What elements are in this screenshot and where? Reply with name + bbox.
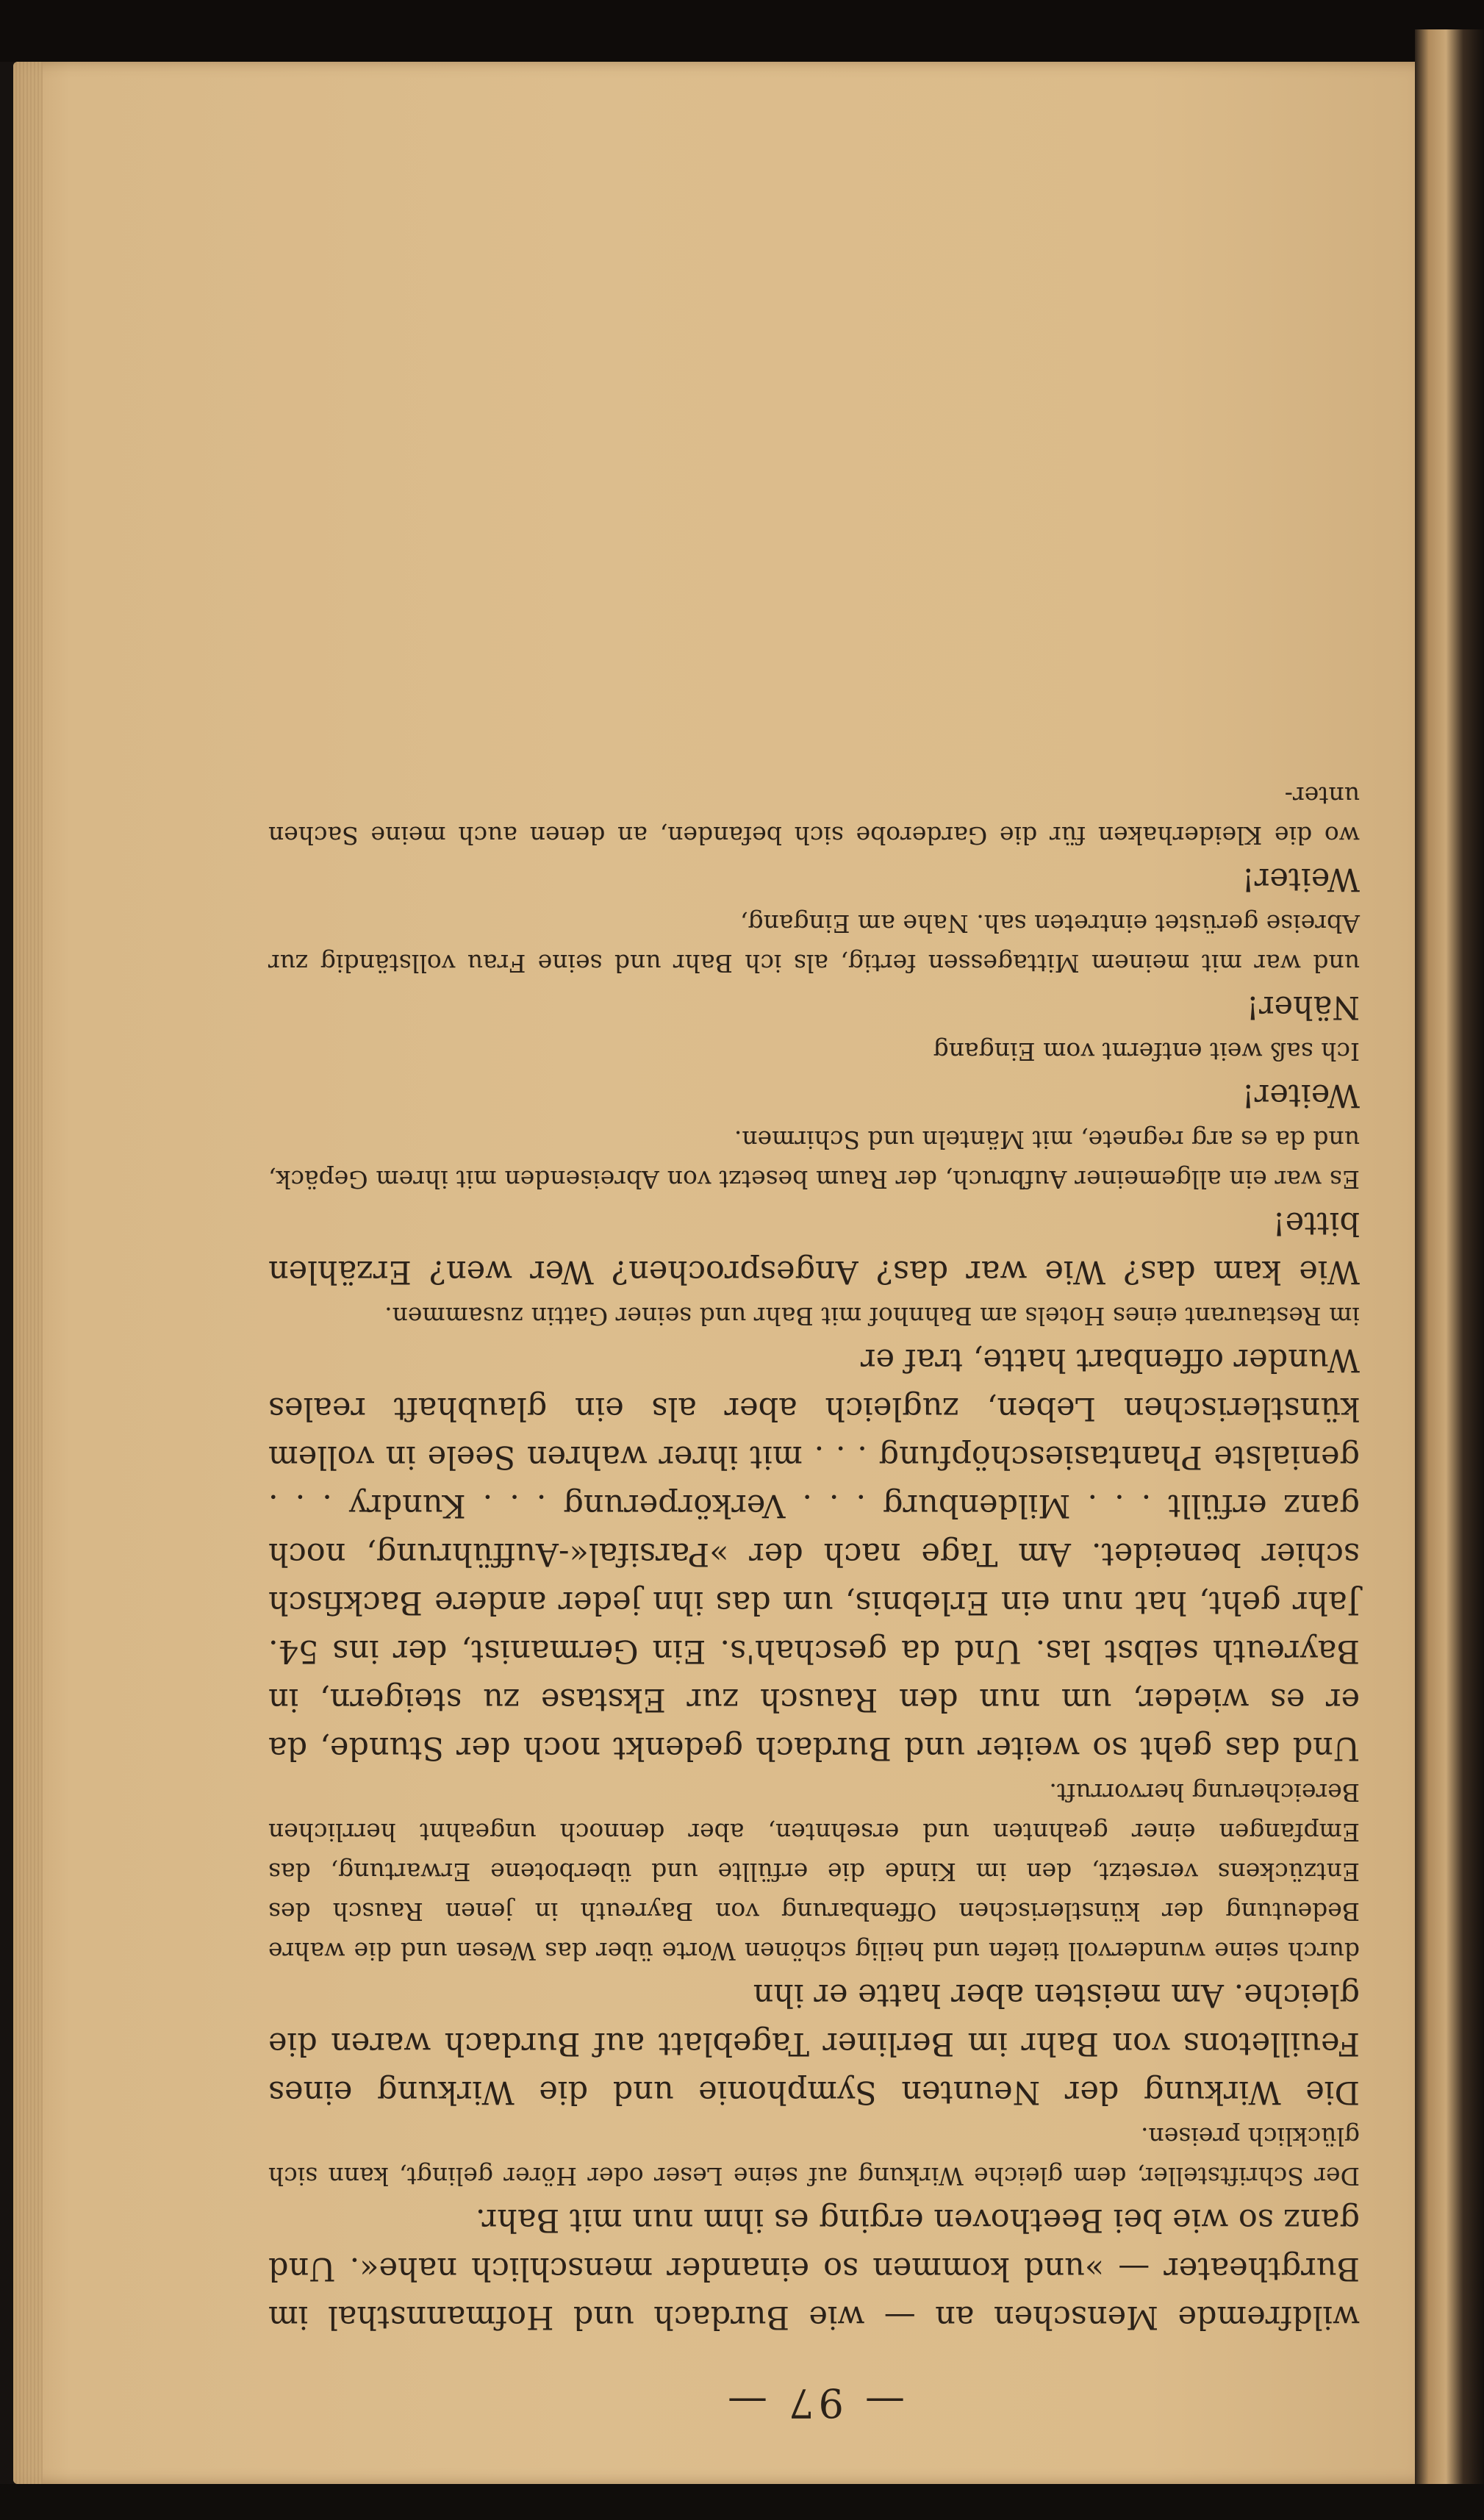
paragraph-11: Näher! bbox=[1246, 989, 1360, 1025]
paragraph-12: und war mit meinem Mittagessen fertig, als ich Bahr und seine Frau vollständig zur Abreise gerüstet eintreten sah. Nahe am Eingang, bbox=[268, 909, 1360, 978]
paragraph-10: Ich saß weit entfernt vom Eingang bbox=[933, 1037, 1360, 1066]
paragraph-8: Es war ein allgemeiner Aufbruch, der Raum besetzt von Abreisenden mit ihrem Gepäck, und da es arg regnete, mit Mänteln und Schirmen. bbox=[268, 1125, 1360, 1194]
paragraph-5: Und das geht so weiter und Burdach gedenkt noch der Stunde, da er es wieder, um nun den Rausch zur Ekstase zu steigern, in Bayreuth selbst las. Und da geschah's. Ein Germanist, der ins 54. Jahr geht, hat nun ein Erlebnis, um das ihn jeder andere Backfisch schier beneidet. Am Tage nach der »Parsifal«-Aufführung, noch ganz erfüllt . . . Mildenburg . . . Verkörperung . . . Kundry . . . genialste Phantasieschöpfung . . . mit ihrer wahren Seele in vollem künstlerischen Leben, zugleich aber als ein glaubhaft reales Wunder offenbart hatte, traf er bbox=[268, 1342, 1360, 1766]
scan-background-bottom bbox=[0, 2484, 1484, 2520]
paragraph-9: Weiter! bbox=[1241, 1077, 1360, 1114]
upside-down-text-block bbox=[268, 500, 1360, 2426]
paragraph-4: durch seine wundervoll tiefen und heilig schönen Worte über das Wesen und die wahre Bedeutung der künstlerischen Offenbarung von Bayreuth in jenen Rausch des Entzückens versetzt, den im Kinde die erfüllte und überbotene Erwartung, das Empfangen einer geahnten und ersehnten, aber dennoch ungeahnt herrlichen Bereicherung hervorruft. bbox=[268, 1778, 1360, 1966]
page-stack-edge bbox=[13, 62, 43, 2484]
paragraph-13: Weiter! bbox=[1241, 861, 1360, 898]
paragraph-2: Der Schriftsteller, dem gleiche Wirkung auf seine Leser oder Hörer gelingt, kann sich glücklich preisen. bbox=[268, 2122, 1360, 2191]
paragraph-7: Wie kam das? Wie war das? Angesprochen? Wer wen? Erzählen bitte! bbox=[268, 1205, 1360, 1290]
book-spine-edge bbox=[1415, 29, 1484, 2520]
page-number: — 97 — bbox=[723, 2380, 906, 2426]
paragraph-14: wo die Kleiderhaken für die Garderobe sich befanden, an denen auch meine Sachen unter- bbox=[268, 781, 1360, 850]
paragraph-3: Die Wirkung der Neunten Symphonie und die Wirkung eines Feuilletons von Bahr im Berliner Tageblatt auf Burdach waren die gleiche. Am meisten aber hatte er ihn bbox=[268, 1977, 1360, 2111]
scan-background-top bbox=[0, 0, 1484, 62]
paragraph-6: im Restaurant eines Hotels am Bahnhof mit Bahr und seiner Gattin zusammen. bbox=[384, 1302, 1360, 1331]
paragraph-1: wildfremde Menschen an — wie Burdach und Hofmannsthal im Burgtheater — »und kommen so einander menschlich nahe«. Und ganz so wie bei Beethoven erging es ihm nun mit Bahr. bbox=[268, 2202, 1360, 2335]
